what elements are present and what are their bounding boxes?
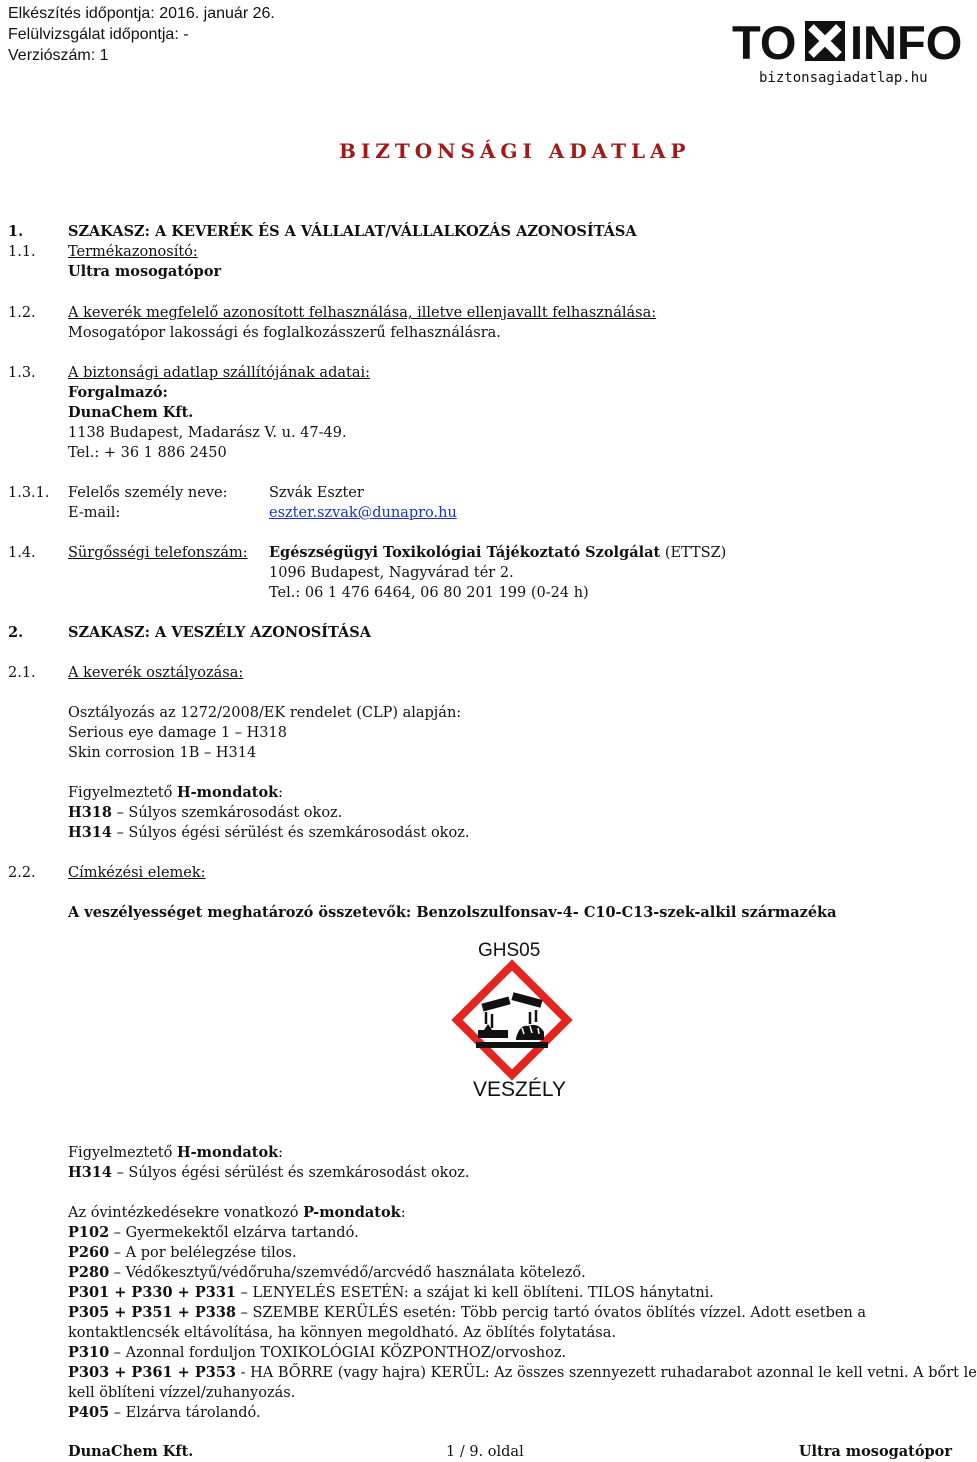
- toxinfo-logo: [732, 16, 963, 69]
- sub-1-2-label: A keverék megfelelő azonosított felhasználása, illetve ellenjavallt felhasználása:: [68, 305, 657, 321]
- sub-1-1-label: Termékazonosító:: [68, 244, 198, 260]
- company-phone: Tel.: + 36 1 886 2450: [68, 445, 227, 461]
- p-intro-colon: :: [400, 1205, 406, 1221]
- p260-code: P260: [68, 1244, 110, 1261]
- h318-code: H318: [68, 804, 112, 821]
- classification-intro: Osztályozás az 1272/2008/EK rendelet (CLP) alapján:: [68, 705, 462, 721]
- company-name: DunaChem Kft.: [68, 404, 194, 421]
- email-label: E-mail:: [68, 505, 121, 521]
- logo-text-right: INFO: [850, 16, 963, 69]
- p305-code: P305 + P351 + P338: [68, 1304, 237, 1321]
- h318-text: – Súlyos szemkárosodást okoz.: [116, 805, 343, 821]
- ghs05-corrosion-icon: [454, 962, 570, 1078]
- emergency-phone: Tel.: 06 1 476 6464, 06 80 201 199 (0-24 h): [269, 585, 589, 601]
- sub-2-2-number: 2.2.: [8, 865, 36, 881]
- section2-number: 2.: [8, 624, 24, 641]
- h314-statement-2: [68, 1163, 469, 1183]
- hazard-components: [68, 903, 837, 923]
- h2-intro-text: Figyelmeztető: [68, 1145, 173, 1161]
- h-intro-bold: H-mondatok: [176, 784, 279, 801]
- p-statements-intro: [68, 1203, 406, 1223]
- section1-heading: SZAKASZ: A KEVERÉK ÉS A VÁLLALAT/VÁLLALKOZÁS AZONOSÍTÁSA: [68, 223, 637, 240]
- p303-statement-cont: kell öblíteni vízzel/zuhanyozás.: [68, 1385, 296, 1401]
- emergency-service-abbr: (ETTSZ): [664, 545, 727, 561]
- sub-2-1-label: A keverék osztályozása:: [68, 665, 244, 681]
- p260-statement: [68, 1243, 297, 1263]
- p260-text: – A por belélegzése tilos.: [113, 1245, 297, 1261]
- p102-code: P102: [68, 1224, 110, 1241]
- p310-statement: [68, 1343, 566, 1363]
- h-statements-intro: [68, 783, 283, 803]
- h2-intro-bold: H-mondatok: [176, 1144, 279, 1161]
- p405-code: P405: [68, 1404, 110, 1421]
- h2-314-code: H314: [68, 1164, 112, 1181]
- section2-heading: SZAKASZ: A VESZÉLY AZONOSÍTÁSA: [68, 624, 371, 641]
- emergency-service: [269, 543, 726, 563]
- p303-code: P303 + P361 + P353: [68, 1364, 237, 1381]
- p305-statement: [68, 1303, 866, 1323]
- responsible-label: Felelős személy neve:: [68, 485, 228, 501]
- sub-1-2-number: 1.2.: [8, 305, 36, 321]
- p303-text: - HA BŐRRE (vagy hajra) KERÜL: Az összes szennyezett ruhadarabot azonnal le kell vetni. A bőrt le: [240, 1365, 977, 1381]
- company-address: 1138 Budapest, Madarász V. u. 47-49.: [68, 425, 347, 441]
- h-statements-intro-2: [68, 1143, 283, 1163]
- h314-code: H314: [68, 824, 112, 841]
- site-url: biztonsagiadatlap.hu: [759, 70, 928, 86]
- p102-statement: [68, 1223, 359, 1243]
- p405-text: – Elzárva tárolandó.: [113, 1405, 261, 1421]
- logo-text-left: TO: [732, 16, 797, 69]
- h318-statement: [68, 803, 342, 823]
- intended-use: Mosogatópor lakossági és foglalkozásszerű felhasználásra.: [68, 325, 501, 341]
- section1-number: 1.: [8, 223, 24, 240]
- p310-text: – Azonnal forduljon TOXIKOLÓGIAI KÖZPONTHOZ/orvoshoz.: [113, 1345, 567, 1361]
- version-number: Verziószám: 1: [8, 47, 109, 64]
- sub-1-3-1-number: 1.3.1.: [8, 485, 50, 501]
- classification-eye: Serious eye damage 1 – H318: [68, 725, 287, 741]
- p-intro-bold: P-mondatok: [303, 1204, 401, 1221]
- p301-code: P301 + P330 + P331: [68, 1284, 237, 1301]
- p280-code: P280: [68, 1264, 110, 1281]
- p301-statement: [68, 1283, 714, 1303]
- sub-1-3-label: A biztonsági adatlap szállítójának adatai:: [68, 365, 371, 381]
- footer-product: Ultra mosogatópor: [798, 1443, 952, 1460]
- email-link[interactable]: eszter.szvak@dunapro.hu: [269, 505, 457, 521]
- distributor-label: Forgalmazó:: [68, 384, 168, 401]
- sub-2-1-number: 2.1.: [8, 665, 36, 681]
- p303-statement: [68, 1363, 977, 1383]
- sub-1-4-label: Sürgősségi telefonszám:: [68, 545, 248, 561]
- h2-314-text: – Súlyos égési sérülést és szemkárosodást okoz.: [116, 1165, 470, 1181]
- classification-skin: Skin corrosion 1B – H314: [68, 745, 257, 761]
- p280-text: – Védőkesztyű/védőruha/szemvédő/arcvédő használata kötelező.: [113, 1265, 586, 1281]
- p305-text: – SZEMBE KERÜLÉS esetén: Több percig tartó óvatos öblítés vízzel. Adott esetben a: [240, 1305, 867, 1321]
- p280-statement: [68, 1263, 586, 1283]
- product-name: Ultra mosogatópor: [68, 263, 222, 280]
- signal-word: VESZÉLY: [473, 1078, 566, 1101]
- sub-2-2-label: Címkézési elemek:: [68, 865, 206, 881]
- p-intro-text: Az óvintézkedésekre vonatkozó: [68, 1205, 299, 1221]
- emergency-address: 1096 Budapest, Nagyvárad tér 2.: [269, 565, 514, 581]
- h2-intro-colon: :: [278, 1145, 284, 1161]
- components-label: A veszélyességet meghatározó összetevők:: [68, 904, 412, 921]
- h-intro-text: Figyelmeztető: [68, 785, 173, 801]
- p405-statement: [68, 1403, 261, 1423]
- sub-1-3-number: 1.3.: [8, 365, 36, 381]
- h314-statement: [68, 823, 469, 843]
- p305-statement-cont: kontaktlencsék eltávolítása, ha könnyen megoldható. Az öblítés folytatása.: [68, 1325, 616, 1341]
- emergency-service-name: Egészségügyi Toxikológiai Tájékoztató Szolgálat: [269, 544, 661, 561]
- h-intro-colon: :: [278, 785, 284, 801]
- ghs-code: GHS05: [478, 940, 541, 961]
- p301-text: – LENYELÉS ESETÉN: a szájat ki kell öblíteni. TILOS hánytatni.: [240, 1285, 714, 1301]
- p310-code: P310: [68, 1344, 110, 1361]
- h314-text: – Súlyos égési sérülést és szemkárosodást okoz.: [116, 825, 470, 841]
- sub-1-4-number: 1.4.: [8, 545, 36, 561]
- footer-page-number: 1 / 9. oldal: [446, 1444, 524, 1460]
- sub-1-1-number: 1.1.: [8, 244, 36, 260]
- footer-company: DunaChem Kft.: [68, 1443, 194, 1460]
- components-value: Benzolszulfonsav-4- C10-C13-szek-alkil származéka: [416, 904, 837, 921]
- created-date: Elkészítés időpontja: 2016. január 26.: [8, 5, 275, 22]
- responsible-name: Szvák Eszter: [269, 485, 364, 501]
- p102-text: – Gyermekektől elzárva tartandó.: [113, 1225, 359, 1241]
- document-title: BIZTONSÁGI ADATLAP: [339, 139, 691, 163]
- review-date: Felülvizsgálat időpontja: -: [8, 26, 189, 43]
